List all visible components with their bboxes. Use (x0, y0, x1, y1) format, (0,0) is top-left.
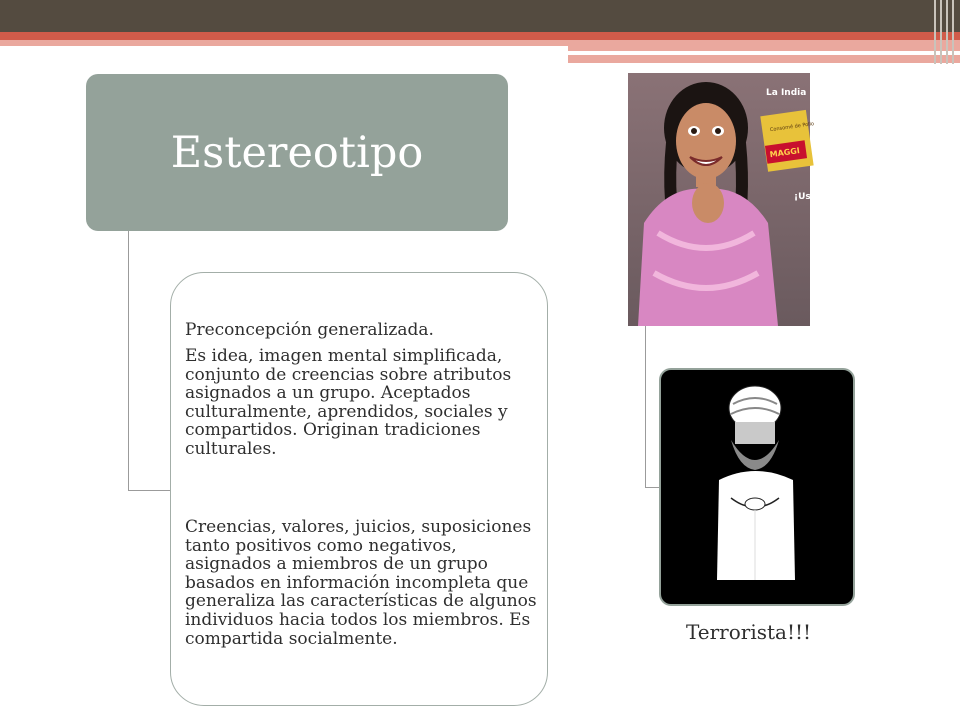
slide-title: Estereotipo (170, 127, 424, 178)
ad-text-maggi: MAGGI (769, 146, 801, 160)
corner-line (940, 0, 942, 64)
connector-line (128, 490, 170, 491)
ad-text-consome: Consomé de Pollo (769, 121, 815, 134)
figure-caption: Terrorista!!! (686, 620, 812, 644)
top-dark-bar (0, 0, 960, 32)
paragraph-2: Es idea, imagen mental simplificada, conjunto de creencias sobre atributos asignados a un grupo. Aceptados culturalmente, aprendidos, sociales y compartidos. Originan tradiciones culturales. (185, 346, 512, 459)
ad-text-la-india: La India (766, 88, 807, 98)
corner-line (952, 0, 954, 64)
paragraph-1: Preconcepción generalizada. (185, 320, 434, 340)
corner-line (946, 0, 948, 64)
title-box (86, 74, 508, 231)
top-white-line (568, 51, 888, 54)
connector-line (645, 487, 659, 488)
maggi-ad-photo (628, 73, 815, 326)
paragraph-3: Creencias, valores, juicios, suposiciones tanto positivos como negativos, asignados a miembros de un grupo basados en información incompleta que generaliza las características de algunos individuos hacia todos los miembros. Es compartida socialmente. (185, 517, 537, 649)
top-pink-stripe-3 (568, 55, 960, 63)
ad-text-us: ¡Us (794, 192, 811, 202)
connector-line (128, 231, 129, 491)
connector-line (645, 326, 646, 488)
terrorist-figure-image (659, 368, 855, 606)
corner-line (934, 0, 936, 64)
top-red-stripe (0, 32, 960, 40)
